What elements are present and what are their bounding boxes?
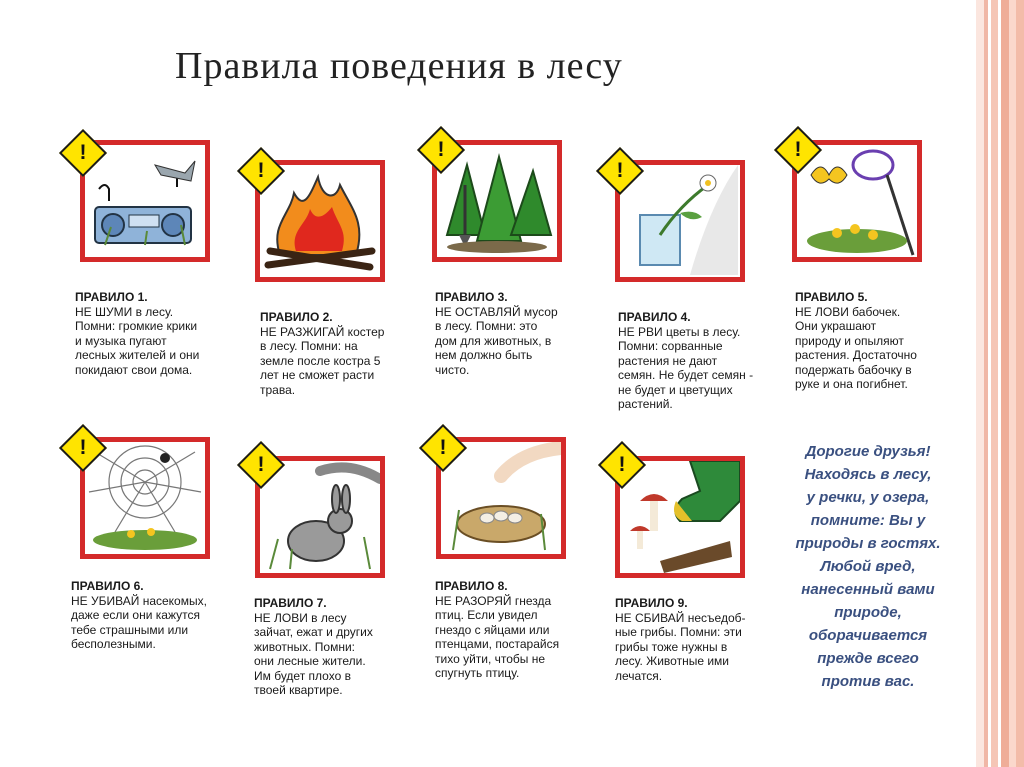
closing-line: прежде всего (817, 650, 919, 667)
flower-vase-icon (620, 165, 740, 277)
closing-line: помните: Вы у (810, 512, 926, 529)
hare-icon (260, 461, 380, 573)
rule-3-text: ПРАВИЛО 3. НЕ ОСТАВЛЯЙ мусор в лесу. Помни: это дом для животных, в нем должно быть чисто. (435, 290, 558, 377)
rule-7-text: ПРАВИЛО 7. НЕ ЛОВИ в лесу зайчат, ежат и других животных. Помни: они лесные жители. Им будет плохо в твоей квартире. (254, 596, 373, 697)
boombox-icon (85, 145, 205, 257)
rule-9-text: ПРАВИЛО 9. НЕ СБИВАЙ несъедоб- ные грибы. Помни: эти грибы тоже нужны в лесу. Животные ими лечатся. (615, 596, 746, 683)
campfire-icon (260, 165, 380, 277)
rule-6-text: ПРАВИЛО 6. НЕ УБИВАЙ насекомых, даже если они кажутся тебе страшными или бесполезными. (71, 579, 207, 651)
bird-nest-icon (441, 442, 561, 554)
warning-icon: ! (237, 441, 285, 489)
closing-line: нанесенный вами (801, 581, 935, 598)
closing-line: Любой вред, (820, 558, 916, 575)
spider-web-icon (85, 442, 205, 554)
butterfly-net-icon (797, 145, 917, 257)
closing-line: Находясь в лесу, (804, 466, 932, 483)
rule-2-text: ПРАВИЛО 2. НЕ РАЗЖИГАЙ костер в лесу. Помни: на земле после костра 5 лет не сможет расти трава. (260, 310, 385, 397)
warning-icon: ! (596, 147, 644, 195)
closing-line: у речки, у озера, (806, 489, 930, 506)
closing-line: природы в гостях. (795, 535, 941, 552)
warning-icon: ! (237, 147, 285, 195)
warning-icon: ! (419, 424, 467, 472)
warning-icon: ! (59, 424, 107, 472)
closing-line: Дорогие друзья! (805, 443, 931, 460)
closing-message (778, 440, 958, 693)
rule-5-text: ПРАВИЛО 5. НЕ ЛОВИ бабочек. Они украшают природу и опыляют растения. Достаточно подержать бабочку в руке и она погибнет. (795, 290, 917, 391)
rule-4-text: ПРАВИЛО 4. НЕ РВИ цветы в лесу. Помни: сорванные растения не дают семян. Не будет семян - не будет и цветущих растений. (618, 310, 754, 411)
closing-line: против вас. (821, 673, 915, 690)
page-title: Правила поведения в лесу (175, 45, 623, 87)
rule-8-text: ПРАВИЛО 8. НЕ РАЗОРЯЙ гнезда птиц. Если увидел гнездо с яйцами или птенцами, постарайся тихо уйти, чтобы не спугнуть птицу. (435, 579, 560, 680)
warning-icon: ! (598, 441, 646, 489)
closing-line: природе, (834, 604, 902, 621)
warning-icon: ! (59, 129, 107, 177)
closing-line: оборачивается (808, 627, 928, 644)
mushroom-boot-icon (620, 461, 740, 573)
decorative-stripes (976, 0, 1024, 767)
rule-1-text: ПРАВИЛО 1. НЕ ШУМИ в лесу. Помни: громкие крики и музыка пугают лесных жителей и они покидают свои дома. (75, 290, 200, 377)
warning-icon: ! (774, 126, 822, 174)
warning-icon: ! (417, 126, 465, 174)
